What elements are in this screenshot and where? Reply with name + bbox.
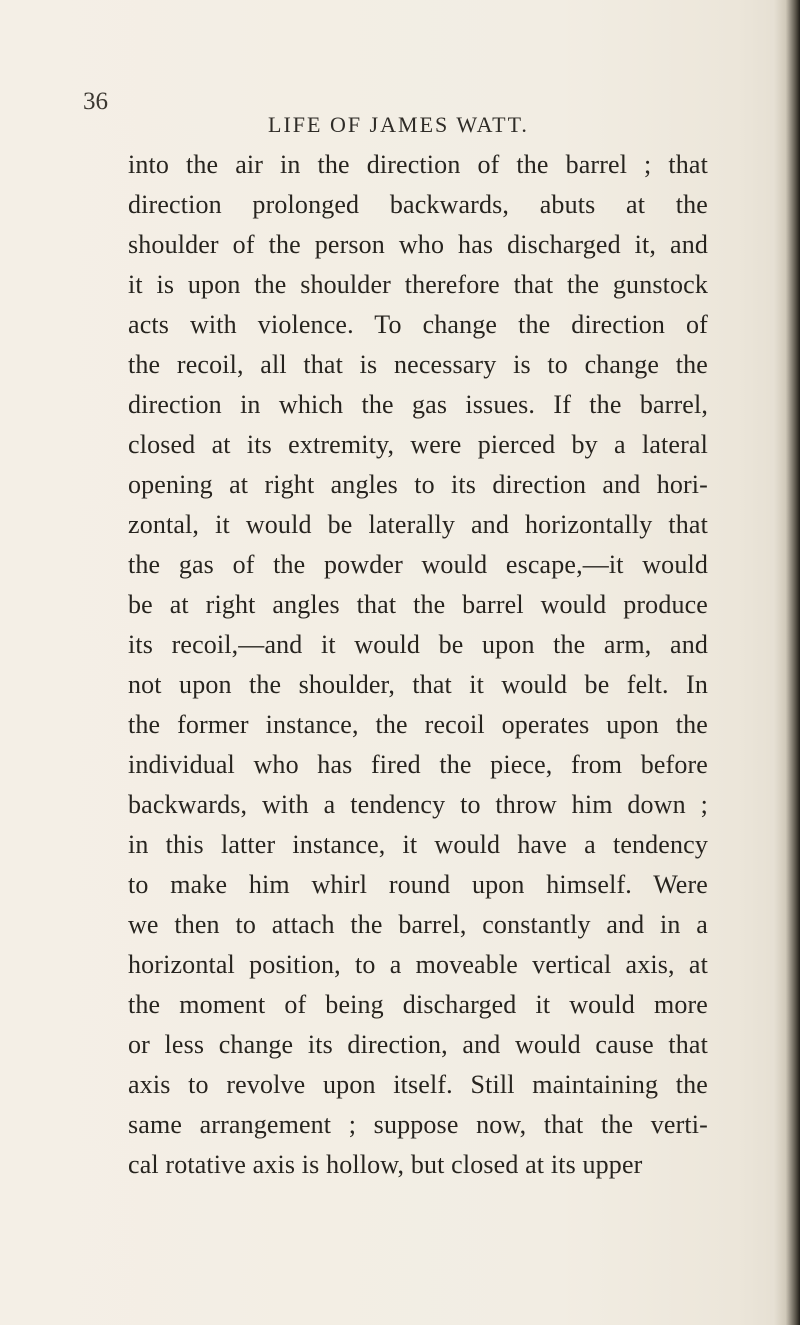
text-line: acts with violence. To change the direction of: [128, 310, 708, 339]
text-line: direction prolonged backwards, abuts at the: [128, 190, 708, 219]
text-line: the recoil, all that is necessary is to change the: [128, 350, 708, 379]
text-line: horizontal position, to a moveable vertical axis, at: [128, 950, 708, 979]
text-line: the gas of the powder would escape,—it would: [128, 550, 708, 579]
text-line: or less change its direction, and would cause that: [128, 1030, 708, 1059]
text-line: closed at its extremity, were pierced by a lateral: [128, 430, 708, 459]
text-line: be at right angles that the barrel would produce: [128, 590, 708, 619]
text-line: backwards, with a tendency to throw him down ;: [128, 790, 708, 819]
text-line: its recoil,—and it would be upon the arm, and: [128, 630, 708, 659]
text-line: zontal, it would be laterally and horizontally that: [128, 510, 708, 539]
text-line: cal rotative axis is hollow, but closed at its upper: [128, 1150, 643, 1179]
text-line: the moment of being discharged it would more: [128, 990, 708, 1019]
page-number: 36: [83, 88, 108, 115]
text-line: in this latter instance, it would have a tendency: [128, 830, 708, 859]
text-line: the former instance, the recoil operates upon the: [128, 710, 708, 739]
text-line: same arrangement ; suppose now, that the verti-: [128, 1110, 708, 1139]
text-line: opening at right angles to its direction and hori-: [128, 470, 708, 499]
text-line: to make him whirl round upon himself. Were: [128, 870, 708, 899]
text-line: axis to revolve upon itself. Still maintaining the: [128, 1070, 708, 1099]
text-line: individual who has fired the piece, from before: [128, 750, 708, 779]
text-line: not upon the shoulder, that it would be felt. In: [128, 670, 708, 699]
body-text: [128, 145, 708, 1185]
text-line: shoulder of the person who has discharged it, and: [128, 230, 708, 259]
text-line: into the air in the direction of the barrel ; that: [128, 150, 708, 179]
text-line: it is upon the shoulder therefore that the gunstock: [128, 270, 708, 299]
running-head: LIFE OF JAMES WATT.: [268, 112, 529, 137]
text-line: direction in which the gas issues. If the barrel,: [128, 390, 708, 419]
page-edge-shadow: [774, 0, 800, 1325]
text-line: we then to attach the barrel, constantly and in a: [128, 910, 708, 939]
